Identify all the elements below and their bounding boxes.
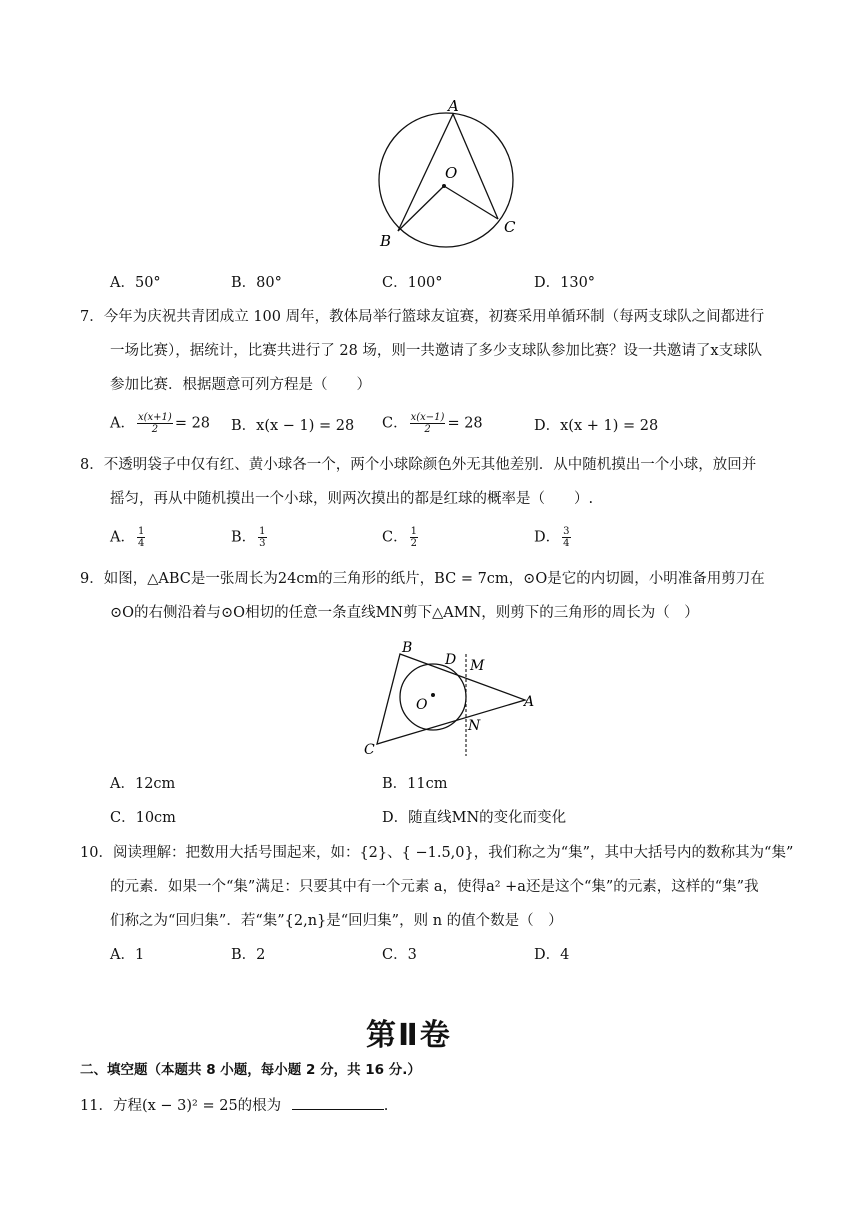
q10-line-2: 的元素．如果一个“集”满足：只要其中有一个元素 a，使得a² +a还是这个“集”的元素，这样的“集”我 <box>110 879 759 895</box>
q9-label-m: M <box>470 658 485 674</box>
q8-option-d <box>534 526 573 549</box>
q11-question <box>80 1094 388 1116</box>
q8-option-d-prefix: D． <box>534 529 561 546</box>
q9-option-b: B．11cm <box>382 776 448 792</box>
q7-option-b: B．x(x − 1) = 28 <box>231 418 355 434</box>
q7-option-a <box>110 412 210 435</box>
q9-label-b: B <box>402 640 413 656</box>
q7-option-a-den: 2 <box>151 424 159 435</box>
q8-option-a-fraction <box>137 526 145 549</box>
q10-line-3: 们称之为“回归集”．若“集”{2,n}是“回归集”，则 n 的值个数是（ ） <box>110 913 563 929</box>
q8-option-c-den: 2 <box>410 538 417 549</box>
q7-option-c-num: x(x−1) <box>410 412 445 423</box>
q10-option-a: A．1 <box>110 947 145 963</box>
q7-option-c-den: 2 <box>424 424 431 435</box>
q9-label-a: A <box>524 694 535 710</box>
q11-answer-blank[interactable] <box>292 1094 384 1110</box>
q6-line-ob <box>398 186 444 231</box>
q7-option-c <box>382 412 483 435</box>
q7-line-1: 7．今年为庆祝共青团成立 100 周年，教体局举行篮球友谊赛，初赛采用单循环制（每两支球队之间都进行 <box>80 309 765 325</box>
q7-option-a-num: x(x+1) <box>137 412 172 423</box>
q6-label-a: A <box>448 97 459 115</box>
q7-option-c-fraction <box>410 412 446 435</box>
q9-label-o: O <box>416 697 428 713</box>
q8-option-a-prefix: A． <box>110 529 135 546</box>
q6-label-b: B <box>380 232 392 250</box>
q6-label-o: O <box>445 164 458 182</box>
q8-option-c <box>382 526 420 549</box>
q8-option-d-num: 3 <box>563 526 570 537</box>
q7-option-a-tail: = 28 <box>174 415 211 432</box>
q9-label-n: N <box>468 718 481 734</box>
q8-option-d-fraction <box>562 526 570 549</box>
q9-line-2: ⊙O的右侧沿着与⊙O相切的任意一条直线MN剪下△AMN，则剪下的三角形的周长为（ ） <box>110 605 699 621</box>
q11-tail: . <box>383 1098 389 1114</box>
q8-option-c-prefix: C． <box>382 529 408 546</box>
q9-center-dot <box>431 693 435 697</box>
q7-option-a-fraction <box>137 412 173 435</box>
q10-line-1: 10．阅读理解：把数用大括号围起来，如：{2}、{ −1.5,0}，我们称之为“集”，其中大括号内的数称其为“集” <box>80 845 794 861</box>
section-title: 第Ⅱ卷 <box>366 1018 452 1053</box>
q6-label-c: C <box>504 218 516 236</box>
q6-option-d: D．130° <box>534 275 596 291</box>
q7-option-c-prefix: C． <box>382 415 408 432</box>
q8-option-a-den: 4 <box>137 538 145 549</box>
q10-option-c: C．3 <box>382 947 417 963</box>
q6-option-c: C．100° <box>382 275 443 291</box>
q6-option-b: B．80° <box>231 275 282 291</box>
q10-option-d: D．4 <box>534 947 570 963</box>
q8-option-a-num: 1 <box>137 526 145 537</box>
q9-option-d: D．随直线MN的变化而变化 <box>382 810 567 826</box>
q6-option-a: A．50° <box>110 275 161 291</box>
q10-option-b: B．2 <box>231 947 266 963</box>
q9-option-a: A．12cm <box>110 776 176 792</box>
q8-option-b-num: 1 <box>259 526 266 537</box>
q8-option-b-prefix: B． <box>231 529 257 546</box>
q9-line-1: 9．如图，△ABC是一张周长为24cm的三角形的纸片，BC = 7cm，⊙O是它的内切圆，小明准备用剪刀在 <box>80 571 765 587</box>
q9-label-c: C <box>364 742 375 758</box>
q8-option-d-den: 4 <box>563 538 570 549</box>
q7-option-a-prefix: A． <box>110 415 135 432</box>
q7-option-d: D．x(x + 1) = 28 <box>534 418 659 434</box>
q8-line-1: 8．不透明袋子中仅有红、黄小球各一个，两个小球除颜色外无其他差别．从中随机摸出一个小球，放回并 <box>80 457 757 473</box>
q8-option-a <box>110 526 147 549</box>
q9-figure <box>355 632 555 762</box>
q8-option-b-den: 3 <box>259 538 266 549</box>
section-heading: 二、填空题（本题共 8 小题，每小题 2 分，共 16 分.） <box>80 1062 421 1078</box>
q8-line-2: 摇匀，再从中随机摸出一个小球，则两次摸出的都是红球的概率是（ ）. <box>110 491 594 507</box>
q11-text: 11．方程(x − 3)² = 25的根为 <box>80 1098 282 1114</box>
q8-option-c-num: 1 <box>410 526 417 537</box>
q9-option-c: C．10cm <box>110 810 176 826</box>
q6-figure <box>360 96 530 256</box>
q6-center-dot <box>442 184 446 188</box>
q9-label-d: D <box>445 652 457 668</box>
q8-option-b-fraction <box>258 526 266 549</box>
q8-option-c-fraction <box>410 526 418 549</box>
q6-line-oc <box>444 186 498 219</box>
q7-line-2: 一场比赛），据统计，比赛共进行了 28 场，则一共邀请了多少支球队参加比赛？设一共邀请了x支球队 <box>110 343 763 359</box>
q7-option-c-tail: = 28 <box>447 415 483 432</box>
q7-line-3: 参加比赛．根据题意可列方程是（ ） <box>110 377 371 393</box>
q8-option-b <box>231 526 269 549</box>
